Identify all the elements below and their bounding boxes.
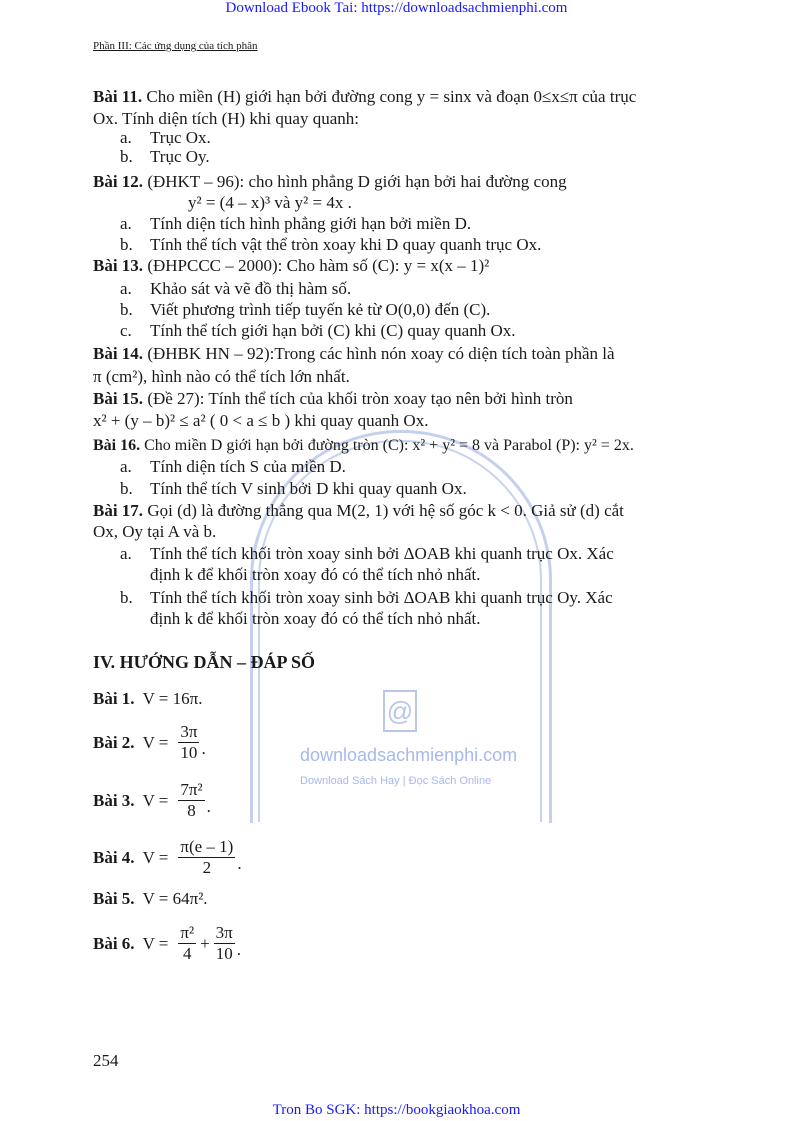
answer-expr: V = 16π. (142, 689, 203, 708)
answer-label: Bài 4. (93, 847, 135, 867)
exercise-label: Bài 15. (93, 389, 144, 408)
item-text: Tính thể tích khối tròn xoay sinh bởi ΔOAB khi quanh trục Ox. Xác (150, 544, 614, 563)
answer-4: Bài 4. V = $\frac{\pi(e - 1)}{2}$ . (93, 837, 242, 877)
exercise-15 (93, 390, 573, 408)
answer-prefix: V = (142, 847, 169, 867)
item-text: Tính diện tích S của miền D. (150, 457, 346, 476)
item-label: a. (120, 214, 132, 233)
answer-label: Bài 5. (93, 889, 135, 908)
answer-label: Bài 3. (93, 790, 135, 810)
exercise-formula: y² = (4 – x)³ và y² = 4x . (188, 193, 352, 212)
exercise-label: Bài 17. (93, 501, 144, 520)
item-text: định k để khối tròn xoay đó có thể tích nhỏ nhất. (150, 609, 481, 628)
item-text: Tính thể tích khối tròn xoay sinh bởi ΔOAB khi quanh trục Oy. Xác (150, 588, 613, 607)
item-label: a. (120, 279, 132, 298)
item-label: a. (120, 128, 132, 147)
answer-3: Bài 3. V = $\frac{\text{7π²}}{8}$ . (93, 780, 211, 820)
exercise-text: Cho miền D giới hạn bởi đường tròn (C): x² + y² = 8 và Parabol (P): y² = 2x. (144, 437, 634, 454)
exercise-text: π (cm²), hình nào có thể tích lớn nhất. (93, 367, 350, 386)
header-download-link[interactable]: Download Ebook Tai: https://downloadsachmienphi.com (225, 0, 568, 16)
fraction: $\frac{\text{π²}}{4}$ (180, 923, 195, 963)
watermark-at-icon: @ (383, 690, 417, 732)
exercise-label: Bài 11. (93, 87, 143, 106)
item-text: Trục Oy. (150, 147, 210, 166)
item-text: Viết phương trình tiếp tuyến kẻ từ O(0,0) đến (C). (150, 300, 491, 319)
exercise-14 (93, 345, 615, 363)
answer-6: Bài 6. V = $\frac{\text{π²}}{4}$ + $\frac{3\pi}{10}$ . (93, 923, 241, 963)
exercise-text: (ĐHPCCC – 2000): Cho hàm số (C): y = x(x – 1)² (147, 256, 490, 275)
item-text: Khảo sát và vẽ đồ thị hàm số. (150, 279, 352, 298)
answer-prefix: V = (142, 790, 169, 810)
item-label: c. (120, 321, 132, 340)
exercise-formula: x² + (y – b)² ≤ a² ( 0 < a ≤ b ) khi quay quanh Ox. (93, 411, 429, 430)
answer-1 (93, 689, 202, 709)
exercise-text: (ĐHBK HN – 92):Trong các hình nón xoay có diện tích toàn phần là (147, 344, 615, 363)
item-label: a. (120, 457, 132, 476)
exercise-label: Bài 13. (93, 256, 144, 275)
item-label: b. (120, 588, 133, 607)
exercise-12 (93, 173, 567, 191)
item-text: định k để khối tròn xoay đó có thể tích nhỏ nhất. (150, 565, 481, 584)
page-number: 254 (93, 1051, 119, 1070)
section-header: Phần III: Các ứng dụng của tích phân (93, 40, 258, 52)
answer-label: Bài 6. (93, 933, 135, 953)
item-label: b. (120, 235, 133, 254)
exercise-label: Bài 14. (93, 344, 144, 363)
item-label: b. (120, 479, 133, 498)
item-label: a. (120, 544, 132, 563)
exercise-text: (ĐHKT – 96): cho hình phẳng D giới hạn bởi hai đường cong (147, 172, 567, 191)
fraction: $\frac{\text{7π²}}{8}$ (180, 780, 203, 820)
item-text: Tính thể tích giới hạn bởi (C) khi (C) quay quanh Ox. (150, 321, 516, 340)
watermark-site: downloadsachmienphi.com (300, 745, 518, 765)
exercise-text: Ox. Tính diện tích (H) khi quay quanh: (93, 109, 359, 128)
exercise-label: Bài 16. (93, 437, 141, 454)
exercise-11 (93, 88, 636, 106)
item-text: Tính thể tích vật thể tròn xoay khi D quay quanh trục Ox. (150, 235, 542, 254)
exercise-text: Ox, Oy tại A và b. (93, 522, 217, 541)
answer-label: Bài 1. (93, 689, 135, 708)
answer-prefix: V = (142, 732, 169, 752)
item-label: b. (120, 147, 133, 166)
fraction: $\frac{3\pi}{10}$ (180, 722, 198, 762)
answer-label: Bài 2. (93, 732, 135, 752)
watermark-tagline: Download Sách Hay | Đọc Sách Online (300, 775, 492, 787)
exercise-16 (93, 437, 634, 455)
item-text: Tính diện tích hình phẳng giới hạn bởi miền D. (150, 214, 472, 233)
answer-5 (93, 889, 208, 909)
answer-prefix: V = (142, 933, 169, 953)
answer-expr: V = 64π². (142, 889, 208, 908)
exercise-text: (Đề 27): Tính thể tích của khối tròn xoay tạo nên bởi hình tròn (147, 389, 573, 408)
exercise-17 (93, 502, 624, 520)
fraction: $\frac{\pi(e - 1)}{2}$ (180, 837, 234, 877)
item-text: Trục Ox. (150, 128, 211, 147)
item-text: Tính thể tích V sinh bởi D khi quay quanh Ox. (150, 479, 467, 498)
answers-heading: IV. HƯỚNG DẪN – ĐÁP SỐ (93, 652, 316, 672)
answer-2: Bài 2. V = $\frac{3\pi}{10}$ . (93, 722, 206, 762)
fraction: $\frac{3\pi}{10}$ (215, 923, 233, 963)
exercise-13 (93, 257, 489, 275)
item-label: b. (120, 300, 133, 319)
footer-link[interactable]: Tron Bo SGK: https://bookgiaokhoa.com (272, 1102, 521, 1118)
exercise-label: Bài 12. (93, 172, 144, 191)
exercise-text: Gọi (d) là đường thẳng qua M(2, 1) với hệ số góc k < 0. Giả sử (d) cắt (147, 501, 624, 520)
exercise-text: Cho miền (H) giới hạn bởi đường cong y = sinx và đoạn 0≤x≤π của trục (146, 87, 637, 106)
